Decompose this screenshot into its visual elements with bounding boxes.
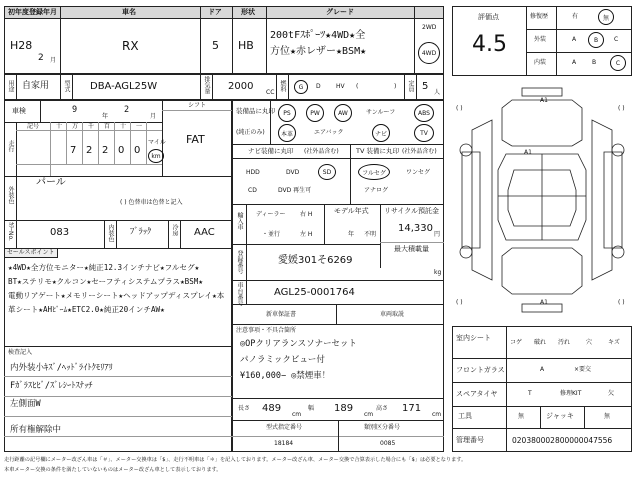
tv-oneseg: ワンセグ: [406, 169, 431, 176]
tv-fullseg: フルセグ: [358, 164, 390, 180]
equip-abs: ABS: [414, 104, 434, 122]
score-label: 評価点: [478, 13, 499, 21]
equip-airbag: エアバック: [314, 129, 344, 136]
seat-opt-hole: 穴: [586, 339, 593, 346]
nav-hdd: HDD: [246, 169, 260, 176]
mileage-unit-0: 十: [56, 123, 63, 130]
nav-label: ナビ装備に丸印: [248, 147, 294, 155]
sales-line-1: BT★ステリモ★クルコン★セーフティシステムプラス★BSM★: [8, 277, 203, 286]
ext-grade-b-circle: B: [588, 32, 604, 48]
jack-label: ジャッキ: [546, 412, 574, 420]
equip-ps: PS: [278, 104, 296, 122]
mileage-label: 走行: [7, 140, 14, 152]
ext-grade-c: C: [614, 36, 619, 43]
model-year-unknown: 不明: [364, 231, 377, 238]
class-no-label: 類別区分番号: [364, 424, 401, 431]
cc-unit: CC: [266, 89, 275, 96]
fuel-hybrid: HV: [336, 83, 345, 90]
interior-color-label: 内装色: [107, 224, 114, 242]
length-value: 489: [262, 403, 282, 414]
reg-era: H28: [10, 39, 33, 52]
equip-sunroof: サンルーフ: [366, 109, 396, 116]
mileage-digit-4: 0: [134, 145, 141, 156]
chassis-value: AGL25-0001764: [274, 287, 355, 298]
use-label: 用途: [7, 80, 14, 92]
manual-label: 車両取説: [380, 311, 405, 318]
exterior-label: 外装色: [7, 186, 14, 204]
glass-opt-a: A: [540, 366, 545, 373]
import-left: 左 H: [300, 231, 313, 238]
diagram-mark-a1-left: A1: [524, 149, 532, 156]
equip-aw: AW: [334, 104, 352, 122]
import-label: 輸入車: [236, 212, 243, 230]
mileage-unit-1: 万: [72, 123, 79, 130]
mileage-unit-5: 一: [136, 123, 143, 130]
inspector-line-1: Fｶﾞﾗｽﾋﾋﾞ/ｽﾞﾚｼｰﾄｽﾅｯﾁ: [10, 381, 93, 391]
jack-value: 無: [604, 413, 611, 420]
recycle-yen: 円: [434, 231, 441, 238]
mileage-unit-3: 百: [104, 123, 111, 130]
class-no-value: 0085: [380, 440, 396, 447]
use-value: 自家用: [22, 81, 50, 91]
body-label: 形状: [241, 8, 255, 16]
mgmt-label: 管理番号: [456, 436, 484, 444]
capacity-value: 5: [422, 81, 429, 92]
height-unit: cm: [432, 411, 442, 418]
repair-label: 修復歴: [530, 13, 549, 20]
width-value: 189: [334, 403, 354, 414]
seat-opt-scratch: キズ: [608, 339, 620, 346]
mileage-digit-3: 0: [118, 145, 125, 156]
tools-label: 工具: [458, 412, 472, 420]
glass-opt-replace: ×要交: [574, 366, 592, 373]
equip-navi: ナビ: [372, 124, 390, 142]
inspector-line-0: 内外装小ｷｽﾞ/ﾍｯﾄﾞﾗｲﾄｸﾓﾘｱﾘ: [10, 363, 113, 373]
ac-value: AAC: [194, 227, 215, 238]
equip-pw: PW: [306, 104, 324, 122]
interior-color-value: ﾌﾞﾗｯｸ: [130, 227, 152, 237]
seat-label: 室内シート: [456, 334, 491, 342]
length-label: 長さ: [238, 405, 251, 412]
nav-sub: (社外品含む): [304, 148, 339, 155]
recycle-label: リサイクル預託金: [384, 207, 440, 215]
sales-label: セールスポイント: [7, 249, 55, 256]
color-code-value: 083: [50, 227, 70, 238]
mileage-mark-label: 記号: [27, 123, 40, 130]
inspector-label: 検査記入: [8, 349, 33, 356]
registration-value: 愛媛301そ6269: [278, 255, 353, 266]
footer-line-2: 本車メーター交換の条件を満たしていないものはメーター改ざん車として表示しております。: [4, 467, 222, 473]
exterior-note: ( ) 色替車は色替と記入: [120, 199, 183, 206]
repair-none-circle: 無: [598, 9, 614, 25]
vehicle-diagram: [452, 80, 632, 324]
mileage-unit-2: 千: [88, 123, 95, 130]
mgmt-value: 020380002800000047556: [512, 436, 613, 445]
nav-cd: CD: [248, 187, 257, 194]
mileage-digit-1: 2: [86, 145, 93, 156]
repair-yes: 有: [572, 13, 579, 20]
diagram-mark-paren-2: ( ): [618, 105, 625, 112]
import-parallel: ・並行: [262, 231, 281, 238]
inspection-year: 9: [72, 105, 78, 115]
equipment-sub: (純正のみ): [236, 129, 265, 136]
type-label: 型式: [63, 80, 70, 92]
fuel-diesel: D: [316, 83, 321, 90]
exterior-grade-label: 外装: [534, 36, 547, 43]
inspection-label: 車検: [12, 107, 26, 115]
notes-line-1: パノラミックビュー付: [240, 355, 325, 365]
row2-box: [4, 74, 444, 100]
body-value: HB: [238, 39, 254, 52]
spare-opt-kit: 修理KIT: [560, 390, 582, 397]
spare-label: スペアタイヤ: [456, 390, 498, 398]
displacement-value: 2000: [228, 81, 254, 92]
sales-line-2: 電動リアゲート★メモリーシート★ヘッドアップディスプレイ★本: [8, 291, 225, 300]
equipment-label: 装備品に丸印: [236, 107, 275, 115]
chassis-label: 車台番号: [236, 282, 243, 306]
sales-line-0: ★4WD★全方位モニター★純正12.3インチナビ★フルセグ★: [8, 263, 200, 272]
reg-year-label: 初年度登録年月: [8, 8, 57, 16]
height-value: 171: [402, 403, 422, 414]
max-load-kg: kg: [434, 269, 442, 276]
notes-line-2: ¥160,000− ◎禁煙車！: [240, 371, 331, 381]
fuel-paren-open: (: [356, 83, 359, 90]
inspector-line-2: 左側面W: [10, 399, 41, 409]
int-grade-b: B: [592, 59, 597, 66]
spare-opt-missing: 欠: [608, 390, 615, 397]
fuel-paren-close: ): [394, 83, 397, 90]
recycle-value: 14,330: [398, 223, 433, 234]
capacity-unit: 人: [434, 89, 441, 96]
displacement-label: 排気量: [203, 76, 210, 94]
grade-label: グレード: [326, 8, 354, 16]
height-label: 高さ: [376, 405, 389, 412]
nav-dvd: DVD: [286, 169, 300, 176]
grade-line2: 方位★赤レザー★BSM★: [270, 46, 367, 57]
max-load-label: 最大積載量: [394, 245, 429, 253]
equip-leather: 本革: [278, 124, 296, 142]
color-code-label: ｶﾗｰNo.: [7, 222, 14, 241]
mileage-digit-0: 7: [70, 145, 77, 156]
spare-opt-t: T: [528, 390, 532, 397]
capacity-label: 定員: [407, 80, 414, 92]
footer-line-1: 走行距離の記号欄にメーター改ざん車は「＃」、メーター交換車は「$」、走行不明車は「＊」を記入しております。メーター改ざん車、メーター交換で合算表示した場合にも「$」は必要となります。: [4, 457, 467, 463]
seat-opt-burn: コゲ: [510, 339, 523, 346]
width-unit: cm: [364, 411, 374, 418]
type-value: DBA-AGL25W: [90, 81, 158, 92]
width-label: 幅: [308, 405, 315, 412]
diagram-mark-paren-1: ( ): [456, 105, 463, 112]
nav-sd: SD: [318, 164, 336, 180]
exterior-value: パール: [36, 177, 66, 188]
ac-label: 冷房: [171, 224, 178, 236]
seat-opt-tear: 破れ: [534, 339, 547, 346]
diagram-mark-a1-bottom: A1: [540, 299, 548, 306]
tv-sub: (社外品含む): [402, 148, 437, 155]
door-label: ドア: [208, 8, 222, 16]
shift-label: シフト: [188, 102, 207, 109]
reg-month: 2: [38, 53, 44, 63]
tools-value: 無: [518, 413, 525, 420]
nav-dvd-play: DVD 再生可: [278, 187, 312, 194]
model-year-suffix: 年: [348, 231, 355, 238]
score-value: 4.5: [472, 32, 507, 57]
int-grade-a: A: [572, 59, 577, 66]
interior-grade-label: 内装: [534, 59, 547, 66]
tv-label: TV 装備に丸印: [356, 147, 399, 155]
grade-line1: 200tFｽﾎﾟｰﾂ★4WD★全: [270, 30, 366, 41]
diagram-mark-paren-3: ( ): [456, 299, 463, 306]
mileage-km-circle: km: [148, 149, 164, 163]
equip-tv: TV: [414, 124, 434, 142]
type-no-label: 型式指定番号: [266, 424, 303, 431]
notes-line-0: ◎OPクリアランスソナーセット: [240, 339, 357, 349]
import-dealer: ディーラー: [256, 211, 286, 218]
twowd-label: 2WD: [422, 24, 437, 31]
inspection-month: 2: [124, 105, 130, 115]
import-right: 右 H: [300, 211, 313, 218]
model-value: RX: [122, 39, 139, 53]
mileage-mile-label: マイル: [148, 139, 166, 146]
fuel-label: 燃料: [279, 80, 286, 92]
registration-label: 登録番号: [236, 250, 243, 274]
inspector-line-3: 所有権解除中: [10, 425, 62, 435]
mileage-digit-2: 2: [102, 145, 109, 156]
model-year-label: モデル年式: [334, 207, 369, 215]
doors-value: 5: [212, 39, 219, 52]
notes-label: 注意事項・不具合箇所: [236, 327, 297, 334]
type-no-value: 18184: [274, 440, 294, 447]
seat-opt-stain: 汚れ: [558, 339, 571, 346]
diagram-mark-a1-top: A1: [540, 97, 548, 104]
inspection-month-unit: 月: [150, 113, 157, 120]
fuel-gasoline-circle: G: [294, 80, 308, 94]
length-unit: cm: [292, 411, 302, 418]
mileage-unit-4: 十: [120, 123, 127, 130]
glass-label: フロントガラス: [456, 366, 505, 374]
int-grade-c-circle: C: [610, 55, 626, 71]
shift-value: FAT: [186, 133, 205, 146]
reg-month-unit: 月: [50, 57, 57, 64]
inspection-year-unit: 年: [102, 113, 109, 120]
ext-grade-a: A: [572, 36, 577, 43]
fourwd-circle: 4WD: [418, 42, 440, 64]
tv-analog: アナログ: [364, 187, 389, 194]
sales-line-3: 革シート★AHﾋﾞｰﾑ★ETC2.0★純正20インチAW★: [8, 305, 165, 314]
warranty-label: 新車保証書: [266, 311, 297, 318]
diagram-mark-paren-4: ( ): [618, 299, 625, 306]
model-label: 車名: [122, 8, 136, 16]
